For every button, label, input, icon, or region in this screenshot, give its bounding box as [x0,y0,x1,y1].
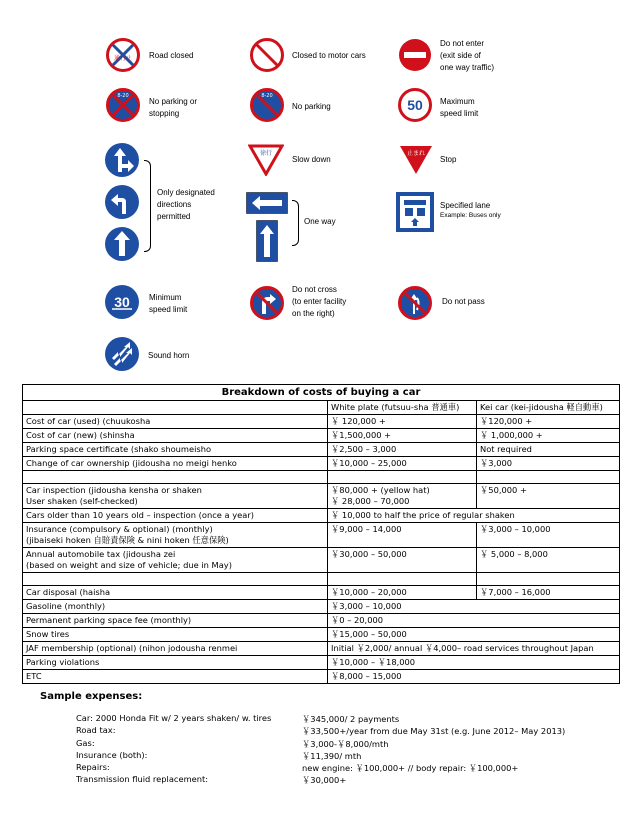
do-not-cross-label: Do not cross (to enter facility on the right) [292,285,347,318]
road-closed-sign-text: 通行止 [113,55,133,62]
designated-label: Only designated directions permitted [157,188,215,221]
table-cell-value: ￥8,000 – 15,000 [328,670,620,684]
table-header-white: White plate (futsuu-sha 普通車) [328,401,477,415]
one-way-up-sign [256,220,278,262]
sample-key: Road tax: [76,725,116,736]
table-cell-white: ￥10,000 – 25,000 [328,457,477,471]
do-not-pass-sign [398,286,432,320]
do-not-enter-sign [398,38,432,72]
sample-value: ￥345,000/ 2 payments [302,714,400,724]
min-speed-label: Minimum speed limit [149,293,188,314]
table-cell-item: Insurance (compulsory & optional) (monthly) (jibaiseki hoken 自賠責保険 & nini hoken 任意保険) [23,523,328,548]
closed-motor-cars-label: Closed to motor cars [292,51,366,60]
do-not-enter-label: Do not enter (exit side of one way traffic) [440,39,495,72]
table-row [23,642,620,656]
table-cell-kei: ￥ 1,000,000 + [477,429,620,443]
table-header-item [23,401,328,415]
table-cell-kei: ￥3,000 [477,457,620,471]
sample-value: ￥3,000-￥8,000/mth [302,738,389,749]
specified-lane-sign [396,192,434,232]
table-title: Breakdown of costs of buying a car [23,385,620,401]
table-row [23,614,620,628]
table-spacer-row [23,471,620,484]
table-spacer-row [23,573,620,586]
table-row [23,429,620,443]
table-row [23,670,620,684]
specified-lane-label: Specified lane [440,201,491,210]
max-speed-sign [398,88,432,122]
table-cell-item: Change of car ownership (jidousha no meigi henko [23,457,328,471]
table-cell-white: ￥30,000 – 50,000 [328,548,477,573]
stop-sign [398,144,434,176]
left-turn-arrow-sign [104,184,140,220]
sample-key: Insurance (both): [76,749,148,760]
table-row [23,548,620,573]
table-cell-item: ETC [23,670,328,684]
table-cell-white: ￥ 120,000 + [328,415,477,429]
road-closed-sign [106,38,140,72]
table-row [23,484,620,509]
max-speed-label: Maximum speed limit [440,97,479,118]
no-parking-sign [250,88,284,122]
table-row [23,509,620,523]
table-spacer-cell [477,471,620,484]
table-cell-kei: Not required [477,443,620,457]
stop-sign-text: 止まれ [406,150,426,157]
sample-row [76,774,565,786]
table-cell-item: Car disposal (haisha [23,586,328,600]
min-speed-sign [104,284,140,320]
sample-key: Gas: [76,737,95,748]
no-parking-label: No parking [292,102,331,111]
table-cell-value: Initial ￥2,000/ annual ￥4,000– road services throughout Japan [328,642,620,656]
one-way-brace [292,200,299,246]
sample-row [76,750,565,762]
sample-expenses-title: Sample expenses: [40,691,143,702]
closed-motor-cars-sign [250,38,284,72]
max-speed-value: 50 [407,97,423,113]
straight-right-arrow-sign [104,142,140,178]
table-row [23,415,620,429]
table-spacer-cell [477,573,620,586]
no-parking-stopping-sign [106,88,140,122]
table-row [23,600,620,614]
table-spacer-cell [23,573,328,586]
table-spacer-cell [328,471,477,484]
table-row [23,656,620,670]
no-parking-time: 8-20 [261,93,273,99]
table-spacer-cell [23,471,328,484]
designated-brace [144,160,151,252]
sample-row [76,713,565,725]
table-cell-kei: ￥ 5,000 – 8,000 [477,548,620,573]
table-header-kei: Kei car (kei-jidousha 軽自動車) [477,401,620,415]
no-parking-stopping-time: 8-20 [117,93,129,99]
road-closed-label: Road closed [149,51,194,60]
sample-row [76,762,565,774]
min-speed-value: 30 [114,294,130,310]
table-cell-kei: ￥7,000 – 16,000 [477,586,620,600]
straight-arrow-sign [104,226,140,262]
table-cell-white: ￥10,000 – 20,000 [328,586,477,600]
stop-label: Stop [440,155,457,164]
table-spacer-cell [328,573,477,586]
sample-value: ￥33,500+/year from due May 31st (e.g. June 2012– May 2013) [302,726,566,737]
table-row [23,586,620,600]
table-cell-item: Car inspection (jidousha kensha or shaken User shaken (self-checked) [23,484,328,509]
sample-value: new engine: ￥100,000+ // body repair: ￥100,000+ [302,763,519,774]
no-parking-stopping-label: No parking or stopping [149,97,198,118]
table-cell-item: Cost of car (used) (chuukosha [23,415,328,429]
table-row [23,628,620,642]
table-cell-value: ￥0 – 20,000 [328,614,620,628]
cost-table [22,384,620,684]
sample-key: Car: 2000 Honda Fit w/ 2 years shaken/ w. tires [76,713,272,723]
sample-value: ￥30,000+ [302,775,347,786]
table-cell-item: Permanent parking space fee (monthly) [23,614,328,628]
one-way-label: One way [304,217,336,226]
do-not-pass-label: Do not pass [442,297,485,306]
table-row [23,443,620,457]
table-cell-item: Cost of car (new) (shinsha [23,429,328,443]
table-cell-kei: ￥3,000 – 10,000 [477,523,620,548]
table-row [23,523,620,548]
table-cell-value: ￥15,000 – 50,000 [328,628,620,642]
table-cell-white: ￥9,000 – 14,000 [328,523,477,548]
slow-down-sign [248,144,284,176]
table-cell-kei: ￥50,000 + [477,484,620,509]
table-row [23,457,620,471]
table-cell-value: ￥ 10,000 to half the price of regular shaken [328,509,620,523]
sample-key: Repairs: [76,762,110,773]
sound-horn-label: Sound horn [148,351,190,360]
slow-down-label: Slow down [292,155,331,164]
sample-row [76,725,565,737]
table-cell-white: ￥2,500 – 3,000 [328,443,477,457]
table-cell-item: Parking space certificate (shako shoumeisho [23,443,328,457]
table-cell-item: Annual automobile tax (jidousha zei (based on weight and size of vehicle; due in May) [23,548,328,573]
one-way-left-sign [246,192,288,214]
sample-value: ￥11,390/ mth [302,750,362,761]
table-cell-item: JAF membership (optional) (nihon jodousha renmei [23,642,328,656]
slow-down-text: 徐行 [259,150,273,157]
do-not-cross-sign [250,286,284,320]
table-cell-item: Cars older than 10 years old – inspection (once a year) [23,509,328,523]
specified-lane-sub: Example: Buses only [440,212,501,219]
sample-row [76,738,565,750]
sample-expenses-list [76,713,565,787]
table-cell-kei: ￥120,000 + [477,415,620,429]
table-cell-value: ￥10,000 – ￥18,000 [328,656,620,670]
table-cell-item: Parking violations [23,656,328,670]
table-cell-white: ￥1,500,000 + [328,429,477,443]
table-cell-item: Gasoline (monthly) [23,600,328,614]
table-cell-value: ￥3,000 – 10,000 [328,600,620,614]
table-cell-item: Snow tires [23,628,328,642]
table-cell-white: ￥80,000 + (yellow hat) ￥ 28,000 – 70,000 [328,484,477,509]
sound-horn-sign [104,336,140,372]
sample-key: Transmission fluid replacement: [76,774,209,785]
